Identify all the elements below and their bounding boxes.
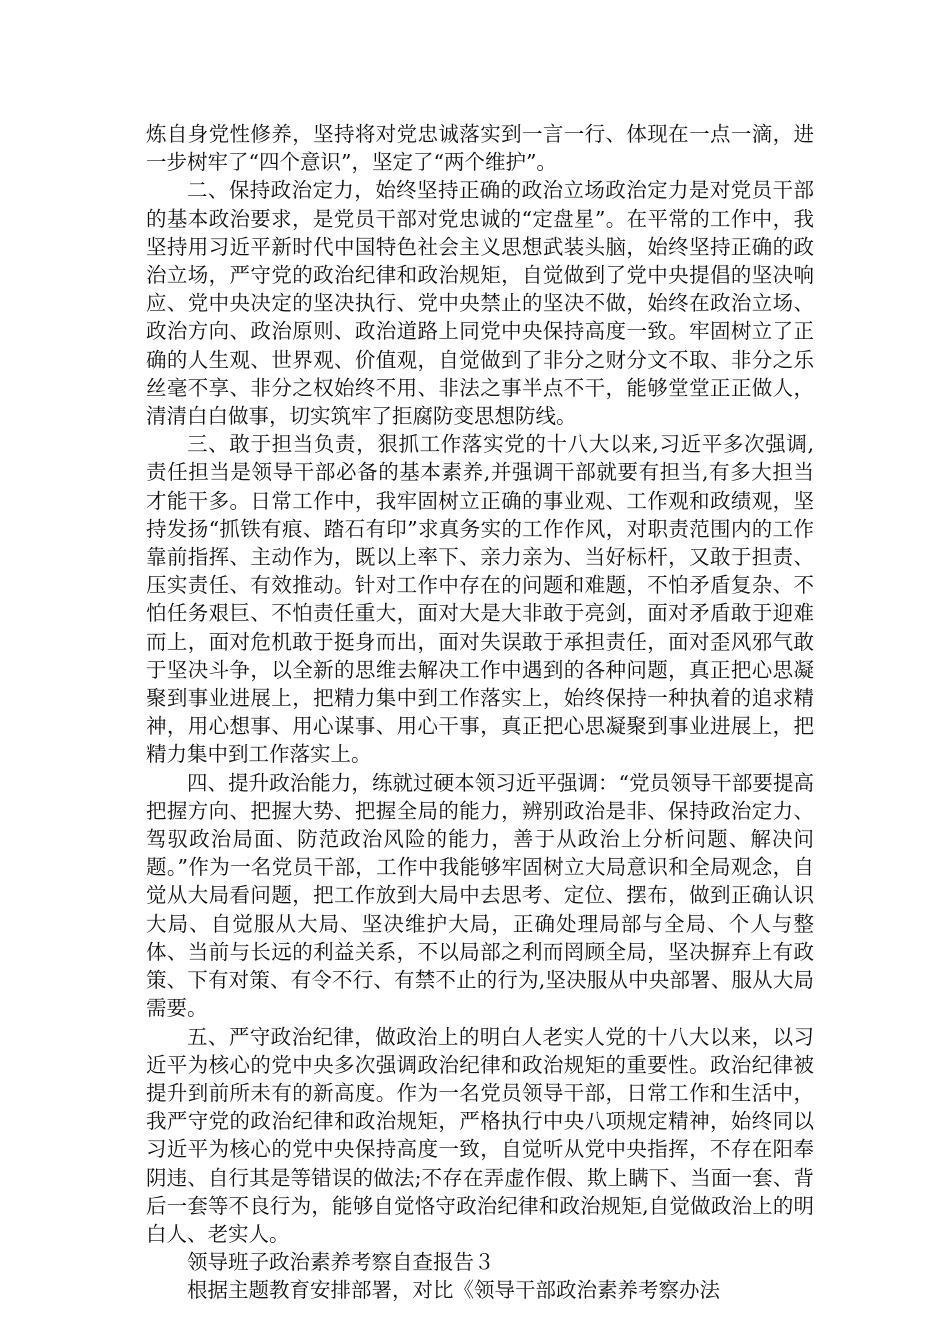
- paragraph-continuation: 炼自身党性修养，坚持将对党忠诚落实到一言一行、体现在一点一滴，进一步树牢了“四个意识”，坚定了“两个维护”。: [146, 122, 814, 175]
- paragraph-political-stance: 二、保持政治定力，始终坚持正确的政治立场政治定力是对党员干部的基本政治要求，是党员干部对党忠诚的“定盘星”。在平常的工作中，我坚持用习近平新时代中国特色社会主义思想武装头脑，始终坚持正确的政治立场，严守党的政治纪律和政治规矩，自觉做到了党中央提倡的坚决响应、党中央决定的坚决执行、党中央禁止的坚决不做，始终在政治立场、政治方向、政治原则、政治道路上同党中央保持高度一致。牢固树立了正确的人生观、世界观、价值观，自觉做到了非分之财分文不取、非分之乐丝毫不享、非分之权始终不用、非法之事半点不干，能够堂堂正正做人，清清白白做事，切实筑牢了拒腐防变思想防线。: [146, 178, 814, 429]
- paragraph-political-ability: 四、提升政治能力，练就过硬本领习近平强调：“党员领导干部要提高把握方向、把握大势、把握全局的能力，辨别政治是非、保持政治定力、驾驭政治局面、防范政治风险的能力，善于从政治上分析问题、解决问题。”作为一名党员干部，工作中我能够牢固树立大局意识和全局观念，自觉从大局看问题，把工作放到大局中去思考、定位、摆布，做到正确认识大局、自觉服从大局、坚决维护大局，正确处理局部与全局、个人与整体、当前与长远的利益关系，不以局部之利而罔顾全局，坚决摒弃上有政策、下有对策、有令不行、有禁不止的行为,坚决服从中央部署、服从大局需要。: [146, 770, 814, 1021]
- document-page: [146, 120, 814, 1305]
- paragraph-intro: 根据主题教育安排部署，对比《领导干部政治素养考察办法: [187, 1278, 720, 1303]
- paragraph-responsibility: 三、敢于担当负责，狠抓工作落实党的十八大以来,习近平多次强调,责任担当是领导干部必备的基本素养,并强调干部就要有担当,有多大担当才能干多。日常工作中，我牢固树立正确的事业观、工作观和政绩观，坚持发扬“抓铁有痕、踏石有印”求真务实的工作作风，对职责范围内的工作靠前指挥、主动作为，既以上率下、亲力亲为、当好标杆，又敢于担责、压实责任、有效推动。针对工作中存在的问题和难题，不怕矛盾复杂、不怕任务艰巨、不怕责任重大，面对大是大非敢于亮剑，面对矛盾敢于迎难而上，面对危机敢于挺身而出，面对失误敢于承担责任，面对歪风邪气敢于坚决斗争，以全新的思维去解决工作中遇到的各种问题，真正把心思凝聚到事业进展上，把精力集中到工作落实上，始终保持一种执着的追求精神，用心想事、用心谋事、用心干事，真正把心思凝聚到事业进展上，把精力集中到工作落实上。: [146, 432, 814, 767]
- section-title: 领导班子政治素养考察自查报告３: [187, 1250, 495, 1275]
- paragraph-political-discipline: 五、严守政治纪律，做政治上的明白人老实人党的十八大以来，以习近平为核心的党中央多次强调政治纪律和政治规矩的重要性。政治纪律被提升到前所未有的新高度。作为一名党员领导干部，日常工作和生活中，我严守党的政治纪律和政治规矩，严格执行中央八项规定精神，始终同以习近平为核心的党中央保持高度一致，自觉听从党中央指挥，不存在阳奉阴违、自行其是等错误的做法;不存在弄虚作假、欺上瞒下、当面一套、背后一套等不良行为，能够自觉恪守政治纪律和政治规矩,自觉做政治上的明白人、老实人。: [146, 1024, 814, 1246]
